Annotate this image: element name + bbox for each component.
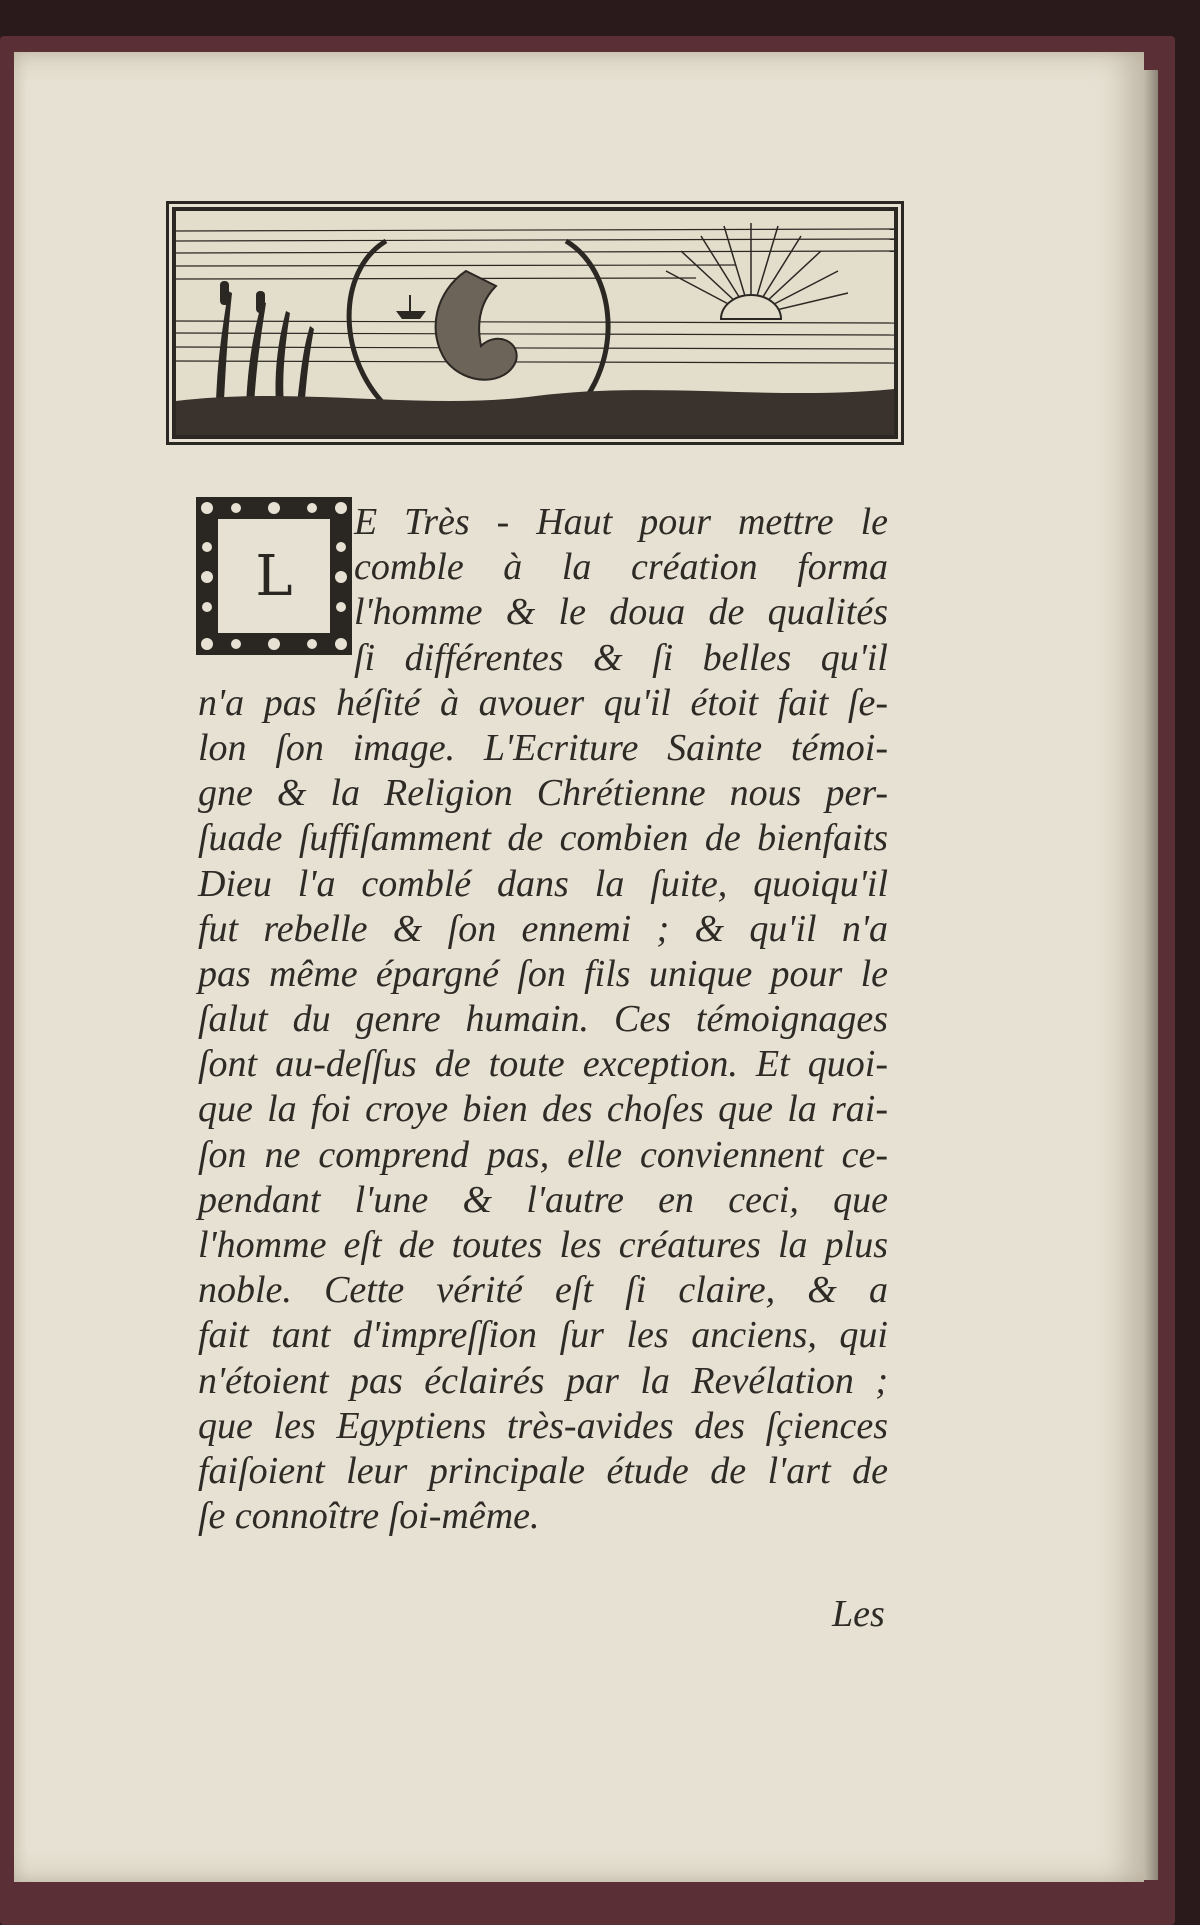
body-text bbox=[198, 500, 888, 1539]
ground bbox=[176, 389, 894, 435]
reeds bbox=[216, 281, 314, 411]
text-line: que la foi croye bien des choſes que la rai- bbox=[198, 1088, 888, 1131]
text-line: noble. Cette vérité eſt ſi claire, & a bbox=[198, 1269, 888, 1312]
text-line: n'étoient pas éclairés par la Revélation ; bbox=[198, 1359, 888, 1402]
ship bbox=[396, 295, 426, 319]
woodcut-headpiece bbox=[172, 207, 898, 439]
text-line: ſalut du genre humain. Ces témoignages bbox=[198, 998, 888, 1041]
text-line: ſont au-deſſus de toute exception. Et quoi- bbox=[198, 1043, 888, 1086]
text-line: lon ſon image. L'Ecriture Sainte témoi- bbox=[198, 726, 888, 769]
text-line: ſon ne comprend pas, elle conviennent ce- bbox=[198, 1133, 888, 1176]
text-line: n'a pas héſité à avouer qu'il étoit fait ſe- bbox=[198, 681, 888, 724]
text-line: faiſoient leur principale étude de l'art de bbox=[198, 1449, 888, 1492]
text-line: pas même épargné ſon fils unique pour le bbox=[198, 952, 888, 995]
text-line: l'homme & le doua de qualités bbox=[354, 591, 888, 634]
text-line: comble à la création forma bbox=[354, 546, 888, 589]
page-edge bbox=[1142, 70, 1158, 1880]
text-line: E Très - Haut pour mettre le bbox=[354, 501, 888, 543]
text-line: l'homme eſt de toutes les créatures la plus bbox=[198, 1224, 888, 1266]
sun bbox=[721, 295, 781, 319]
text-line: ſi différentes & ſi belles qu'il bbox=[354, 636, 888, 679]
text-line: pendant l'une & l'autre en ceci, que bbox=[198, 1178, 888, 1221]
dolphin bbox=[436, 271, 517, 380]
text-line: que les Egyptiens très-avides des ſçiences bbox=[198, 1404, 888, 1447]
text-line: ſe connoître ſoi-même. bbox=[198, 1495, 540, 1538]
catchword: Les bbox=[832, 1593, 885, 1635]
woodcut-illustration bbox=[176, 211, 894, 435]
text-line: fut rebelle & ſon ennemi ; & qu'il n'a bbox=[198, 907, 888, 950]
text-line: gne & la Religion Chrétienne nous per- bbox=[198, 772, 888, 815]
text-line: ſuade ſuffiſamment de combien de bienfaits bbox=[198, 817, 888, 860]
text-line: fait tant d'impreſſion ſur les anciens, qui bbox=[198, 1314, 888, 1357]
drop-cap: L bbox=[255, 543, 293, 609]
text-line: Dieu l'a comblé dans la ſuite, quoiqu'il bbox=[198, 862, 888, 905]
